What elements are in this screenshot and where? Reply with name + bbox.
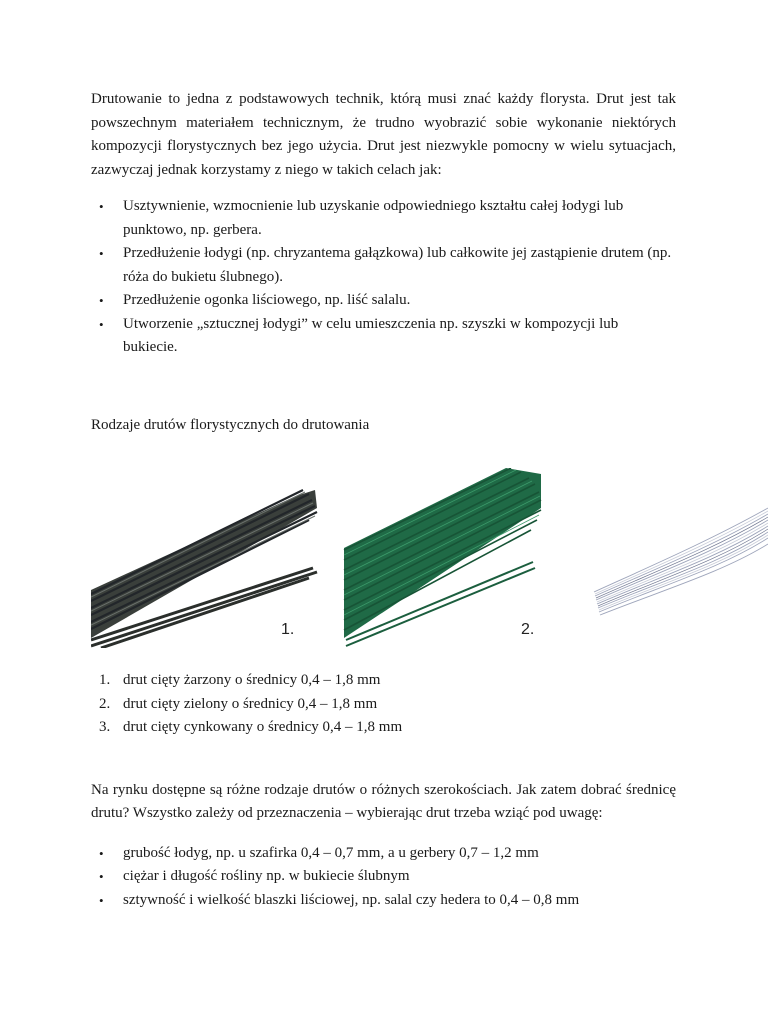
selection-paragraph: Na rynku dostępne są różne rodzaje drutów o różnych szerokościach. Jak zatem dobrać średnicę drutu? Wszystko zależy od przeznaczenia – wybierając drut trzeba wziąć pod uwagę: — [91, 781, 676, 821]
list-item: 2. drut cięty zielony o średnicy 0,4 – 1,8 mm — [99, 695, 378, 712]
bullet-icon: • — [99, 316, 104, 332]
list-item: 3. drut cięty cynkowany o średnicy 0,4 – 1,8 mm — [99, 719, 403, 735]
bullet-icon: • — [99, 845, 104, 861]
intro-paragraph: Drutowanie to jedna z podstawowych technik, którą musi znać każdy florysta. Drut jest tak powszechnym materiałem technicznym, że trudno wyobrazić sobie wykonanie niektórych kompozycji florystycznych bez jego użycia. Drut jest niezwykle pomocny w wielu sytuacjach, zazwyczaj jednak korzystamy z niego w takich celach jak: — [91, 91, 676, 178]
list-item: • Przedłużenie ogonka liściowego, np. liść salalu. — [91, 289, 676, 313]
image-label-2: 2. — [521, 621, 535, 638]
bullet-icon: • — [99, 199, 104, 214]
list-item: 1. drut cięty żarzony o średnicy 0,4 – 1,8 mm — [99, 672, 381, 688]
list-item: • Usztywnienie, wzmocnienie lub uzyskanie odpowiedniego kształtu całej łodygi lub punktowo, np. gerbera. — [91, 195, 676, 242]
list-item: • Przedłużenie łodygi (np. chryzantema gałązkowa) lub całkowite jej zastąpienie drutem (np. róża do bukietu ślubnego). — [91, 242, 676, 289]
bullet-icon: • — [99, 246, 104, 261]
image-label-1: 1. — [281, 621, 295, 638]
uses-list — [91, 195, 676, 360]
wire-photos — [91, 468, 768, 648]
list-item: • grubość łodyg, np. u szafirka 0,4 – 0,7 mm, a u gerbery 0,7 – 1,2 mm — [91, 842, 676, 866]
bullet-icon: • — [99, 869, 104, 884]
list-item: • sztywność i wielkość blaszki liściowej, np. salal czy hedera to 0,4 – 0,8 mm — [91, 889, 676, 913]
annealed-wire-image — [91, 490, 317, 648]
document-page — [91, 88, 676, 437]
green-wire-image — [344, 468, 541, 646]
wire-types-list — [91, 669, 676, 740]
bullet-icon: • — [99, 892, 104, 908]
document-page-lower — [91, 669, 676, 912]
list-item: • ciężar i długość rośliny np. w bukiecie ślubnym — [91, 865, 676, 889]
list-item: • Utworzenie „sztucznej łodygi” w celu umieszczenia np. szyszki w kompozycji lub bukiecie. — [91, 313, 676, 360]
types-heading: Rodzaje drutów florystycznych do drutowania — [91, 416, 370, 433]
bullet-icon: • — [99, 293, 104, 308]
criteria-list — [91, 842, 676, 913]
galvanized-wire-image — [594, 508, 768, 615]
wire-images — [91, 468, 768, 648]
